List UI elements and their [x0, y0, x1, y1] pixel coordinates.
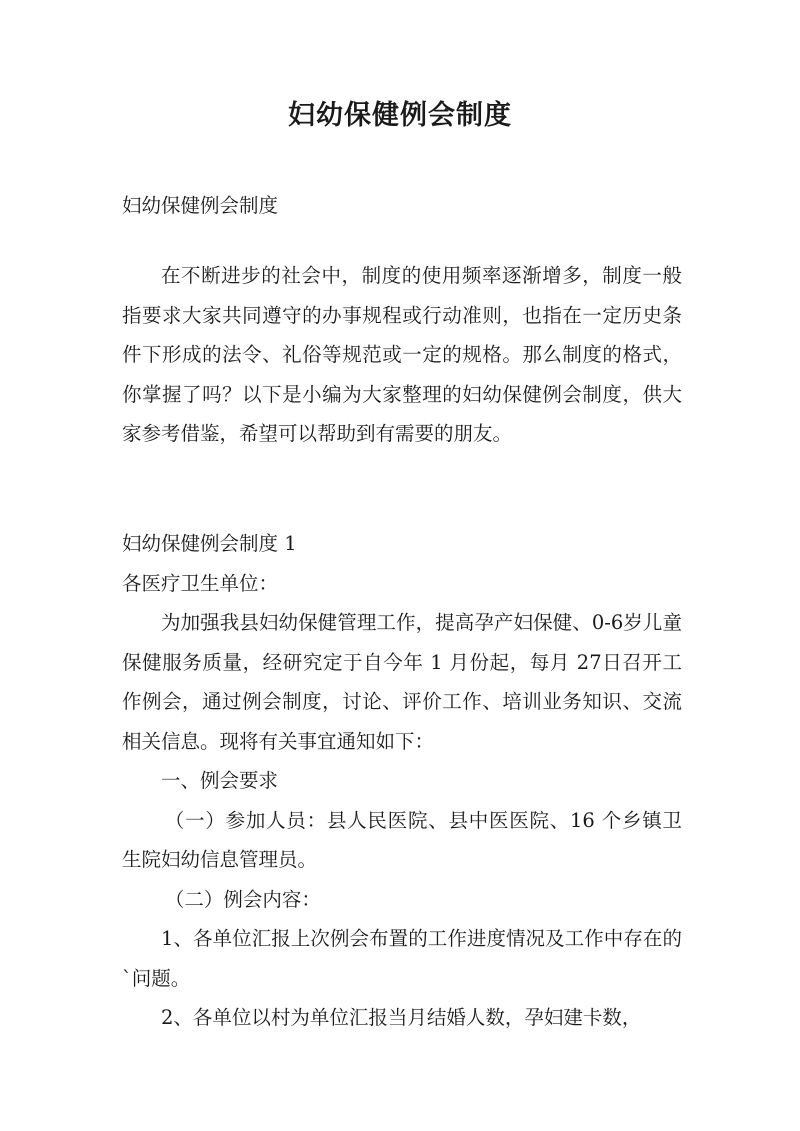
- item-4: 2、各单位以村为单位汇报当月结婚人数，孕妇建卡数，: [161, 1006, 642, 1029]
- intro-paragraph: 在不断进步的社会中，制度的使用频率逐渐增多，制度一般指要求大家共同遵守的办事规程或行动准则，也指在一定历史条件下形成的法令、礼俗等规范或一定的规格。那么制度的格式，你掌握了吗？以下是小编为大家整理的妇幼保健例会制度，供大家参考借鉴，希望可以帮助到有需要的朋友。: [122, 264, 682, 445]
- salutation: 各医疗卫生单位：: [122, 571, 279, 595]
- document-subtitle-block: [122, 186, 682, 226]
- document-subtitle: 妇幼保健例会制度: [122, 194, 279, 217]
- heading-1: 一、例会要求: [161, 769, 279, 792]
- section-block: [122, 524, 682, 1038]
- item-2: （二）例会内容：: [164, 887, 321, 911]
- item-1: （一）参加人员：县人民医院、县中医医院、16 个乡镇卫生院妇幼信息管理员。: [122, 808, 682, 871]
- paragraph-1: 为加强我县妇幼保健管理工作，提高孕产妇保健、0-6岁儿童保健服务质量，经研究定于自今年 1 月份起，每月 27日召开工作例会，通过例会制度，讨论、评价工作、培训业务知识、交流相关信息。现将有关事宜通知如下：: [122, 611, 682, 753]
- document-title: 妇幼保健例会制度: [288, 100, 512, 131]
- intro-block: [122, 256, 682, 454]
- section-title: 妇幼保健例会制度 1: [122, 532, 297, 555]
- item-3: 1、各单位汇报上次例会布置的工作进度情况及工作中存在的`问题。: [122, 927, 682, 990]
